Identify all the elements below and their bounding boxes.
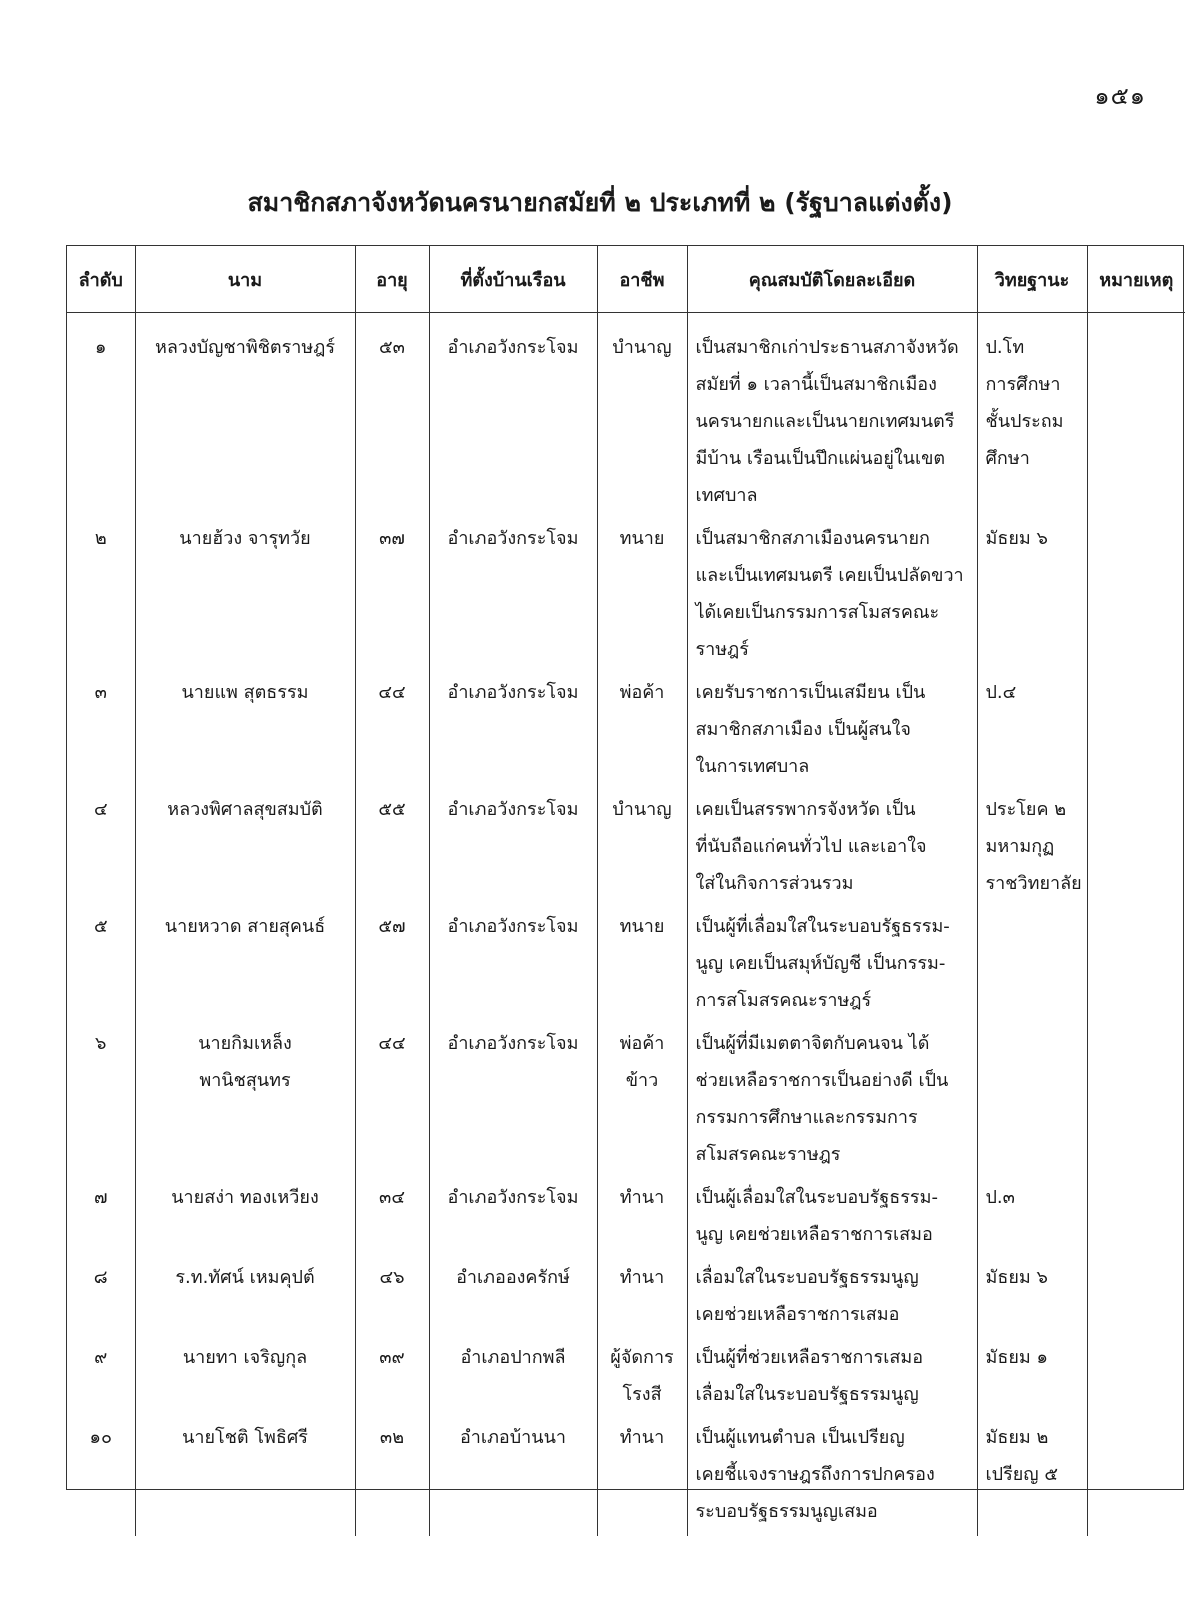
cell-occupation-line: ผู้จัดการ	[610, 1347, 674, 1368]
cell-education-line: เปรียญ ๕	[985, 1464, 1058, 1485]
cell-education-line: การศึกษา	[985, 374, 1061, 395]
cell-occupation-line: ข้าว	[625, 1070, 659, 1091]
cell-qualification-line: มีบ้าน เรือนเป็นปึกแผ่นอยู่ในเขต	[695, 448, 946, 469]
cell-qualification	[687, 1179, 977, 1259]
cell-education-line: มหามกุฏ	[985, 836, 1055, 857]
cell-qualification-line: เคยเป็นสรรพากรจังหวัด เป็น	[695, 799, 916, 820]
cell-remark	[1087, 1339, 1185, 1419]
cell-education-line: ป.๓	[985, 1187, 1015, 1208]
cell-name	[135, 1259, 355, 1339]
cell-age: ๕๓	[355, 313, 429, 521]
cell-qualification-line: เลื่อมใสในระบอบรัฐธรรมนูญ	[695, 1384, 919, 1405]
cell-no: ๑๐	[67, 1419, 135, 1536]
cell-qualification-line: ช่วยเหลือราชการเป็นอย่างดี เป็น	[695, 1070, 949, 1091]
cell-address: อำเภอวังกระโจม	[429, 791, 597, 908]
cell-qualification	[687, 674, 977, 791]
cell-qualification-line: เคยช่วยเหลือราชการเสมอ	[695, 1304, 900, 1325]
cell-qualification-line: เป็นผู้ที่เลื่อมใสในระบอบรัฐธรรม-	[695, 916, 950, 937]
cell-qualification-line: ได้เคยเป็นกรรมการสโมสรคณะ	[695, 602, 940, 623]
cell-education	[977, 1419, 1087, 1536]
cell-name	[135, 908, 355, 1025]
header-address: ที่ตั้งบ้านเรือน	[429, 246, 597, 313]
cell-occupation	[597, 313, 687, 521]
cell-address: อำเภอบ้านนา	[429, 1419, 597, 1536]
cell-qualification-line: เป็นสมาชิกสภาเมืองนครนายก	[695, 528, 930, 549]
table-body	[67, 313, 1185, 1537]
cell-name-line: นายฮ้วง จารุทวัย	[179, 528, 311, 549]
cell-no: ๔	[67, 791, 135, 908]
cell-age: ๔๔	[355, 1025, 429, 1179]
cell-no: ๕	[67, 908, 135, 1025]
cell-address: อำเภอวังกระโจม	[429, 313, 597, 521]
cell-name-line: นายกิมเหล็ง	[198, 1033, 292, 1054]
cell-remark	[1087, 908, 1185, 1025]
cell-qualification-line: กรรมการศึกษาและกรรมการ	[695, 1107, 918, 1128]
cell-name-line: หลวงบัญชาพิชิตราษฎร์	[154, 337, 336, 358]
cell-age: ๓๗	[355, 520, 429, 674]
cell-qualification	[687, 1259, 977, 1339]
cell-occupation	[597, 1339, 687, 1419]
cell-occupation-line: ทำนา	[619, 1187, 665, 1208]
cell-address: อำเภอองครักษ์	[429, 1259, 597, 1339]
members-table	[67, 246, 1185, 1536]
cell-name-line: ร.ท.ทัศน์ เหมคุปต์	[175, 1267, 315, 1288]
cell-name	[135, 674, 355, 791]
cell-name-line: นายโชติ โพธิศรี	[182, 1427, 308, 1448]
cell-name	[135, 791, 355, 908]
cell-age: ๔๔	[355, 674, 429, 791]
cell-qualification-line: นครนายกและเป็นนายกเทศมนตรี	[695, 411, 955, 432]
cell-address: อำเภอวังกระโจม	[429, 520, 597, 674]
cell-education	[977, 674, 1087, 791]
cell-qualification-line: การสโมสรคณะราษฎร์	[695, 990, 872, 1011]
cell-occupation	[597, 674, 687, 791]
cell-qualification-line: เป็นผู้ที่มีเมตตาจิตกับคนจน ได้	[695, 1033, 930, 1054]
cell-address: อำเภอวังกระโจม	[429, 1025, 597, 1179]
cell-education	[977, 1025, 1087, 1179]
cell-qualification	[687, 520, 977, 674]
cell-address: อำเภอวังกระโจม	[429, 674, 597, 791]
cell-qualification-line: สมัยที่ ๑ เวลานี้เป็นสมาชิกเมือง	[695, 374, 937, 395]
cell-qualification	[687, 908, 977, 1025]
header-qualification: คุณสมบัติโดยละเอียด	[687, 246, 977, 313]
cell-qualification	[687, 1339, 977, 1419]
cell-remark	[1087, 1025, 1185, 1179]
cell-no: ๘	[67, 1259, 135, 1339]
cell-education-line: ราชวิทยาลัย	[985, 873, 1082, 894]
cell-education-line: มัธยม ๑	[985, 1347, 1048, 1368]
cell-occupation	[597, 908, 687, 1025]
cell-name-line: หลวงพิศาลสุขสมบัติ	[167, 799, 323, 820]
cell-occupation	[597, 1025, 687, 1179]
cell-age: ๓๒	[355, 1419, 429, 1536]
cell-qualification-line: และเป็นเทศมนตรี เคยเป็นปลัดขวา	[695, 565, 964, 586]
cell-education-line: ชั้นประถม	[985, 411, 1064, 432]
cell-occupation	[597, 1259, 687, 1339]
cell-education-line: ประโยค ๒	[985, 799, 1067, 820]
cell-education-line: มัธยม ๖	[985, 1267, 1048, 1288]
cell-name-line: นายหวาด สายสุคนธ์	[164, 916, 326, 937]
cell-occupation-line: พ่อค้า	[619, 1033, 665, 1054]
header-name: นาม	[135, 246, 355, 313]
cell-education	[977, 791, 1087, 908]
cell-qualification	[687, 791, 977, 908]
cell-occupation-line: ทนาย	[619, 916, 665, 937]
cell-age: ๕๗	[355, 908, 429, 1025]
cell-qualification-line: สโมสรคณะราษฎร	[695, 1144, 841, 1165]
table-row	[67, 1339, 1185, 1419]
cell-address: อำเภอวังกระโจม	[429, 1179, 597, 1259]
header-age: อายุ	[355, 246, 429, 313]
cell-qualification-line: เทศบาล	[695, 485, 758, 506]
cell-education-line: มัธยม ๒	[985, 1427, 1049, 1448]
cell-qualification-line: ในการเทศบาล	[695, 756, 810, 777]
cell-age: ๔๖	[355, 1259, 429, 1339]
cell-no: ๑	[67, 313, 135, 521]
cell-remark	[1087, 520, 1185, 674]
cell-qualification-line: เลื่อมใสในระบอบรัฐธรรมนูญ	[695, 1267, 919, 1288]
cell-remark	[1087, 313, 1185, 521]
cell-remark	[1087, 791, 1185, 908]
cell-age: ๓๙	[355, 1339, 429, 1419]
cell-occupation-line: บำนาญ	[612, 337, 672, 358]
header-no: ลำดับ	[67, 246, 135, 313]
table-row	[67, 1259, 1185, 1339]
cell-qualification-line: เคยชี้แจงราษฎรถึงการปกครอง	[695, 1464, 935, 1485]
cell-occupation	[597, 1419, 687, 1536]
table-row	[67, 1419, 1185, 1536]
table-row	[67, 908, 1185, 1025]
table-row	[67, 520, 1185, 674]
table-row	[67, 1179, 1185, 1259]
header-remark: หมายเหตุ	[1087, 246, 1185, 313]
cell-name	[135, 1179, 355, 1259]
cell-no: ๗	[67, 1179, 135, 1259]
cell-occupation-line: ทำนา	[619, 1267, 665, 1288]
cell-age: ๓๔	[355, 1179, 429, 1259]
table-row	[67, 791, 1185, 908]
cell-name-line: นายแพ สุตธรรม	[181, 682, 309, 703]
cell-qualification-line: ราษฎร์	[695, 639, 749, 660]
cell-address: อำเภอวังกระโจม	[429, 908, 597, 1025]
cell-name	[135, 313, 355, 521]
cell-qualification	[687, 313, 977, 521]
cell-qualification-line: เป็นผู้เลื่อมใสในระบอบรัฐธรรม-	[695, 1187, 938, 1208]
cell-education-line: ศึกษา	[985, 448, 1030, 469]
cell-occupation-line: บำนาญ	[612, 799, 672, 820]
cell-no: ๒	[67, 520, 135, 674]
cell-qualification-line: สมาชิกสภาเมือง เป็นผู้สนใจ	[695, 719, 911, 740]
cell-remark	[1087, 1179, 1185, 1259]
table-header-row	[67, 246, 1185, 313]
cell-qualification-line: ระบอบรัฐธรรมนูญเสมอ	[695, 1501, 878, 1522]
cell-education	[977, 1179, 1087, 1259]
cell-remark	[1087, 674, 1185, 791]
cell-education	[977, 1339, 1087, 1419]
cell-occupation	[597, 1179, 687, 1259]
document-title: สมาชิกสภาจังหวัดนครนายกสมัยที่ ๒ ประเภทที่ ๒ (รัฐบาลแต่งตั้ง)	[247, 188, 953, 217]
cell-education	[977, 520, 1087, 674]
cell-address: อำเภอปากพลี	[429, 1339, 597, 1419]
members-table-frame	[66, 245, 1184, 1522]
cell-education	[977, 313, 1087, 521]
table-row	[67, 674, 1185, 791]
cell-occupation-line: โรงสี	[622, 1384, 662, 1405]
cell-occupation-line: พ่อค้า	[619, 682, 665, 703]
table-row	[67, 1025, 1185, 1179]
cell-qualification-line: เป็นผู้แทนตำบล เป็นเปรียญ	[695, 1427, 905, 1448]
header-education: วิทยฐานะ	[977, 246, 1087, 313]
cell-education	[977, 908, 1087, 1025]
cell-qualification-line: นูญ เคยช่วยเหลือราชการเสมอ	[695, 1224, 933, 1245]
cell-education	[977, 1259, 1087, 1339]
cell-no: ๖	[67, 1025, 135, 1179]
cell-education-line: ป.โท	[985, 337, 1025, 358]
cell-remark	[1087, 1259, 1185, 1339]
page-number: ๑๕๑	[1094, 82, 1146, 110]
cell-name	[135, 1025, 355, 1179]
cell-qualification-line: เป็นผู้ที่ช่วยเหลือราชการเสมอ	[695, 1347, 924, 1368]
cell-qualification	[687, 1419, 977, 1536]
header-occupation: อาชีพ	[597, 246, 687, 313]
cell-no: ๓	[67, 674, 135, 791]
cell-name-line: นายสง่า ทองเหวียง	[171, 1187, 319, 1208]
cell-remark	[1087, 1419, 1185, 1536]
cell-occupation-line: ทำนา	[619, 1427, 665, 1448]
cell-name-line: พานิชสุนทร	[199, 1070, 291, 1091]
table-row	[67, 313, 1185, 521]
cell-no: ๙	[67, 1339, 135, 1419]
cell-name	[135, 520, 355, 674]
cell-occupation	[597, 791, 687, 908]
cell-qualification-line: เคยรับราชการเป็นเสมียน เป็น	[695, 682, 926, 703]
cell-occupation	[597, 520, 687, 674]
cell-occupation-line: ทนาย	[619, 528, 665, 549]
cell-name	[135, 1419, 355, 1536]
cell-qualification	[687, 1025, 977, 1179]
cell-age: ๕๕	[355, 791, 429, 908]
cell-qualification-line: นูญ เคยเป็นสมุห์บัญชี เป็นกรรม-	[695, 953, 946, 974]
cell-qualification-line: ที่นับถือแก่คนทั่วไป และเอาใจ	[695, 836, 927, 857]
cell-qualification-line: เป็นสมาชิกเก่าประธานสภาจังหวัด	[695, 337, 959, 358]
cell-education-line: มัธยม ๖	[985, 528, 1048, 549]
cell-name-line: นายทา เจริญกุล	[182, 1347, 308, 1368]
cell-education-line: ป.๔	[985, 682, 1017, 703]
cell-qualification-line: ใส่ในกิจการส่วนรวม	[695, 873, 854, 894]
cell-name	[135, 1339, 355, 1419]
